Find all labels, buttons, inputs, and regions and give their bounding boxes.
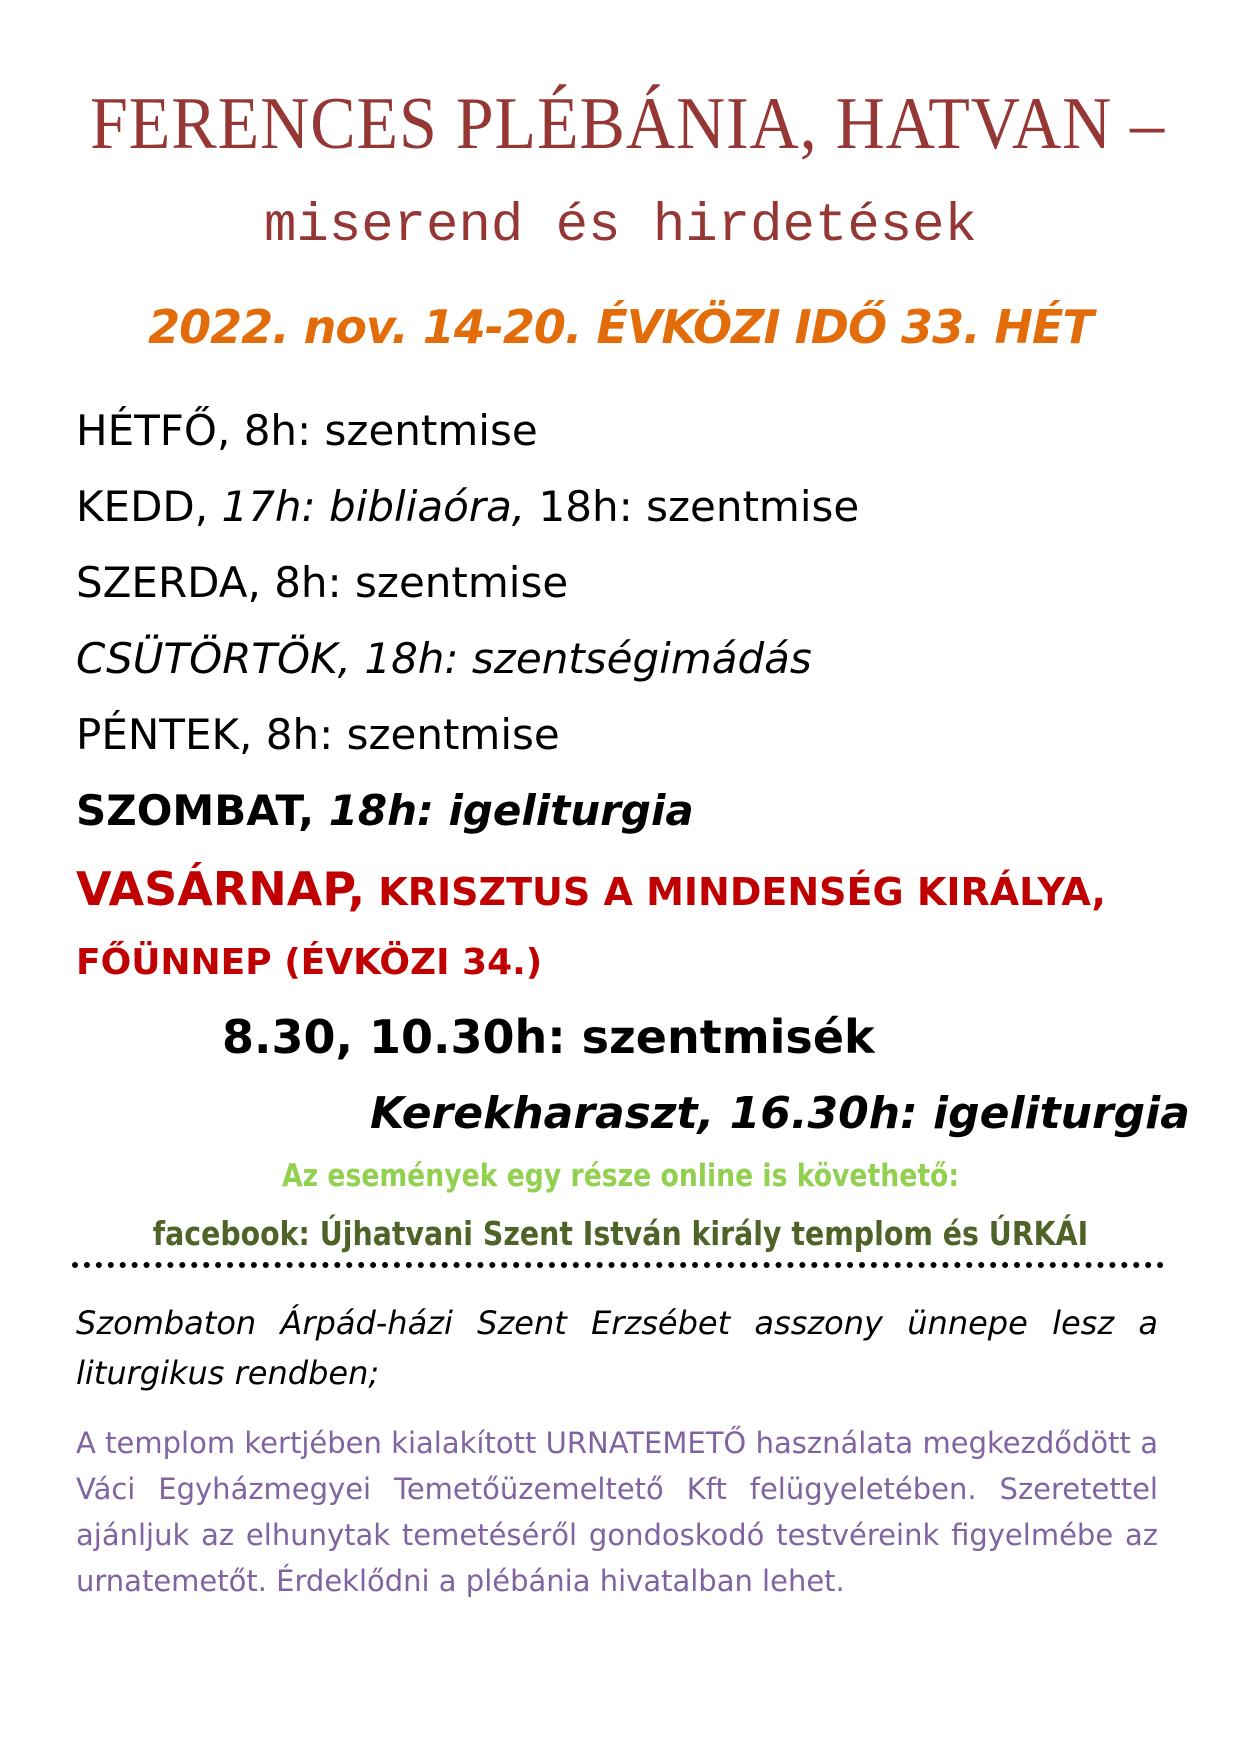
schedule-saturday [76, 786, 694, 835]
day-label: SZERDA, [76, 558, 261, 607]
dotted-divider [72, 1262, 1164, 1268]
online-notice: Az események egy része online is követhető: [281, 1158, 960, 1194]
event-text-bible-study: 17h: bibliaóra, [208, 482, 526, 531]
event-text: CSÜTÖRTÖK, 18h: szentségimádás [76, 634, 812, 683]
schedule-monday [76, 406, 538, 455]
day-label: SZOMBAT, [76, 786, 315, 835]
schedule-friday [76, 710, 560, 759]
day-label: PÉNTEK, [76, 710, 253, 759]
day-label: HÉTFŐ, [76, 406, 231, 455]
page-subtitle: miserend és hirdetések [264, 196, 977, 257]
announcement-urn-cemetery: A templom kertjében kialakított URNATEMETŐ használata megkezdődött a Váci Egyházmegyei Temetőüzemeltető Kft felügyeletében. Szeretettel ajánljuk az elhunytak temetéséről gondoskodó testvéreink figyelmébe az urnatemetőt. Érdeklődni a plébánia hivatalban lehet. [76, 1426, 1158, 1598]
event-text: 8h: szentmise [230, 406, 538, 455]
day-label: KEDD, [76, 482, 209, 531]
schedule-thursday [76, 634, 812, 683]
event-text-mass: 18h: szentmise [525, 482, 860, 531]
schedule-sunday [76, 862, 1106, 916]
schedule-wednesday [76, 558, 568, 607]
feast-title: KRISZTUS A MINDENSÉG KIRÁLYA, [365, 870, 1106, 914]
page-title: FERENCES PLÉBÁNIA, HATVAN – [90, 83, 1166, 165]
sunday-masses: 8.30, 10.30h: szentmisék [222, 1010, 875, 1064]
day-label: VASÁRNAP, [76, 862, 366, 916]
feast-subtitle: FŐÜNNEP (ÉVKÖZI 34.) [76, 942, 543, 983]
week-heading: 2022. nov. 14-20. ÉVKÖZI IDŐ 33. HÉT [148, 300, 1093, 354]
facebook-notice: facebook: Újhatvani Szent István király templom és ÚRKÁI [152, 1214, 1089, 1253]
announcement-elizabeth: Szombaton Árpád-házi Szent Erzsébet asszony ünnepe lesz a liturgikus rendben; [76, 1304, 1158, 1392]
event-text: 8h: szentmise [252, 710, 560, 759]
schedule-tuesday [76, 482, 859, 531]
event-text: 18h: igeliturgia [314, 786, 694, 835]
kerekharaszt-service: Kerekharaszt, 16.30h: igeliturgia [370, 1088, 1190, 1139]
event-text: 8h: szentmise [260, 558, 569, 607]
